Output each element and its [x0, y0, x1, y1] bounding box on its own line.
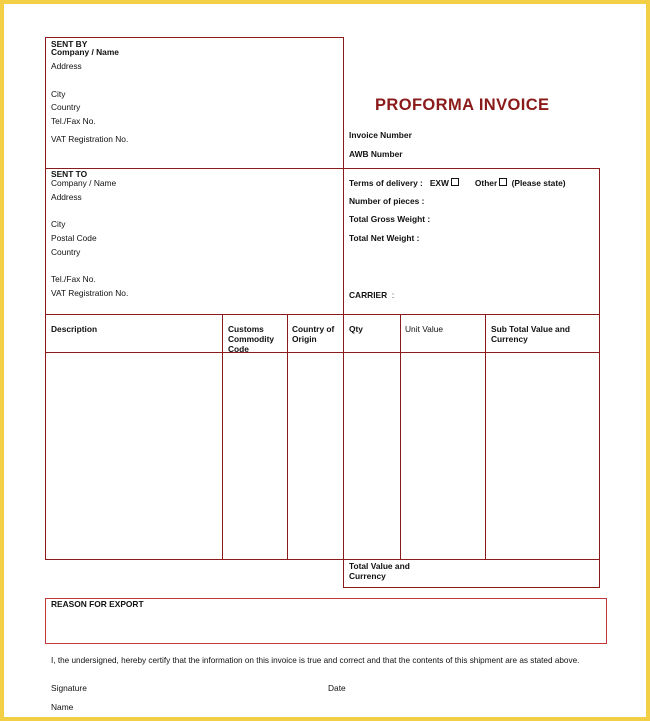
exw-checkbox[interactable] — [451, 178, 459, 186]
page-title: PROFORMA INVOICE — [375, 96, 550, 114]
carrier-label — [349, 290, 394, 300]
col-header-subtotal: Sub Total Value and Currency — [491, 324, 570, 344]
sent-to-city-label: City — [51, 219, 66, 229]
sent-to-telfax-label: Tel./Fax No. — [51, 274, 96, 284]
col-divider-4 — [400, 314, 401, 560]
sent-to-address-label: Address — [51, 192, 82, 202]
pieces-label: Number of pieces : — [349, 196, 425, 206]
sent-to-heading: SENT TO — [51, 169, 88, 179]
net-weight-label: Total Net Weight : — [349, 233, 420, 243]
sent-by-country-label: Country — [51, 102, 81, 112]
sent-by-heading: SENT BY — [51, 39, 88, 49]
col-header-description: Description — [51, 324, 98, 334]
certification-text: I, the undersigned, hereby certify that the information on this invoice is true and correct and that the contents of this shipment are as stated above. — [51, 656, 580, 665]
col-header-customs: Customs Commodity Code — [228, 324, 275, 354]
awb-number-label: AWB Number — [349, 149, 403, 159]
col-header-unit-value: Unit Value — [405, 324, 444, 334]
sent-by-address-label: Address — [51, 61, 82, 71]
other-checkbox[interactable] — [499, 178, 507, 186]
date-label: Date — [328, 683, 346, 693]
name-label: Name — [51, 702, 74, 712]
sent-by-company-label: Company / Name — [51, 47, 119, 57]
sent-to-company-label: Company / Name — [51, 178, 117, 188]
col-divider-1 — [222, 314, 223, 560]
carrier-colon: : — [391, 290, 395, 300]
carrier-text: CARRIER — [349, 290, 388, 300]
items-header-divider — [45, 352, 600, 353]
sent-to-country-label: Country — [51, 247, 81, 257]
col-header-origin: Country of Origin — [292, 324, 335, 344]
other-label: Other — [474, 178, 498, 188]
please-state-label: (Please state) — [511, 178, 566, 188]
terms-of-delivery — [349, 178, 566, 188]
terms-label: Terms of delivery : — [349, 178, 423, 188]
exw-label: EXW — [429, 178, 449, 188]
col-divider-2 — [287, 314, 288, 560]
sent-by-city-label: City — [51, 89, 66, 99]
reason-heading: REASON FOR EXPORT — [51, 599, 144, 609]
sent-by-vat-label: VAT Registration No. — [51, 134, 129, 144]
items-table — [45, 314, 600, 560]
invoice-page — [4, 4, 646, 717]
sent-to-postal-label: Postal Code — [51, 233, 97, 243]
gross-weight-label: Total Gross Weight : — [349, 214, 431, 224]
total-label: Total Value and Currency — [349, 561, 410, 581]
sent-by-telfax-label: Tel./Fax No. — [51, 116, 96, 126]
col-divider-3 — [343, 314, 344, 560]
invoice-number-label: Invoice Number — [349, 130, 412, 140]
signature-label: Signature — [51, 683, 87, 693]
sent-to-vat-label: VAT Registration No. — [51, 288, 129, 298]
col-header-qty: Qty — [349, 324, 363, 334]
col-divider-5 — [485, 314, 486, 560]
